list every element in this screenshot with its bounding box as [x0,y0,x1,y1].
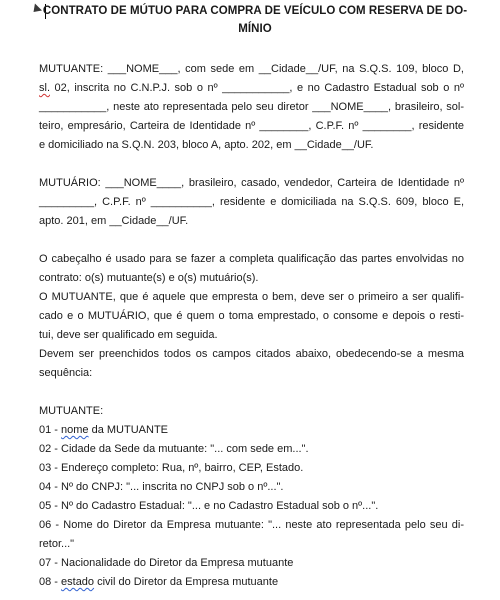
explain-line-2: contrato: o(s) mutuante(s) e o(s) mutuário(s). [39,272,259,284]
explanation-paragraph [39,250,464,383]
list-item [39,421,464,440]
explain-line-7: sequência: [39,367,93,379]
mutuario-line-3: apto. 201, em __Cidade__/UF. [39,215,189,227]
paragraph-gap [39,383,464,402]
list-item: 04 - Nº do CNPJ: "... inscrita no CNPJ sob o nº...". [39,481,284,493]
paragraph-gap [39,231,464,250]
mutuante-paragraph [39,60,464,155]
misspelled-word[interactable]: sl. [39,82,50,94]
misspelled-word[interactable]: nome [61,424,89,436]
list-item-continuation: retor..." [39,538,75,550]
explain-line-5: tui, deve ser qualificado em seguida. [39,329,218,341]
misspelled-word[interactable]: estado [61,576,95,588]
paragraph-gap [39,155,464,174]
list-item [39,573,464,592]
list-item: 06 - Nome do Diretor da Empresa mutuante: "... neste ato representada pelo seu di- [39,519,464,531]
explain-line-3: O MUTUANTE, que é aquele que empresta o bem, deve ser o primeiro a ser qualifi- [39,291,464,303]
title-line-1: CONTRATO DE MÚTUO PARA COMPRA DE VEÍCULO COM RESERVA DE DO- [42,5,468,17]
document-body[interactable] [39,60,464,592]
explain-line-4: cado e o MUTUÁRIO, que é quem o toma emprestado, o consome e depois o resti- [39,310,464,322]
list-item: 07 - Nacionalidade do Diretor da Empresa mutuante [39,557,294,569]
list-item-number: 08 - [39,576,62,588]
list-item: 03 - Endereço completo: Rua, nº, bairro, CEP, Estado. [39,462,304,474]
mutuante-line-1: MUTUANTE: ___NOME___, com sede em __Cidade__/UF, na S.Q.S. 109, bloco D, [39,63,464,75]
mutuante-line-3: ___________, neste ato representada pelo seu diretor ___NOME____, brasileiro, sol- [39,101,464,113]
mutuario-line-2: _________, C.P.F. nº __________, residente e domiciliada na S.Q.S. 609, bloco E, [39,196,464,208]
list-item-text: civil do Diretor da Empresa mutuante [94,576,279,588]
explain-line-6: Devem ser preenchidos todos os campos citados abaixo, obedecendo-se a mesma [39,348,464,360]
mutuario-paragraph [39,174,464,231]
list-item: 05 - Nº do Cadastro Estadual: "... e no Cadastro Estadual sob o nº...". [39,500,379,512]
list-item-text: da MUTUANTE [88,424,169,436]
document-title [40,3,470,38]
mutuante-line-5: e domiciliado na S.Q.N. 203, bloco A, apto. 202, em __Cidade__/UF. [39,139,374,151]
list-heading: MUTUANTE: [39,405,104,417]
list-item-number: 01 - [39,424,62,436]
mutuante-line-2-rest: 02, inscrita no C.N.P.J. sob o nº ___________, e no Cadastro Estadual sob o nº [50,82,464,94]
title-line-2: MÍNIO [238,22,272,35]
list-item: 02 - Cidade da Sede da mutuante: "... com sede em...". [39,443,309,455]
mutuante-line-4: teiro, empresário, Carteira de Identidade nº ________, C.P.F. nº ________, residente [39,120,464,132]
explain-line-1: O cabeçalho é usado para se fazer a completa qualificação das partes envolvidas no [39,253,464,265]
mutuario-line-1: MUTUÁRIO: ___NOME____, brasileiro, casado, vendedor, Carteira de Identidade nº [39,177,464,189]
field-list [39,402,464,592]
mutuante-line-2 [39,79,464,98]
